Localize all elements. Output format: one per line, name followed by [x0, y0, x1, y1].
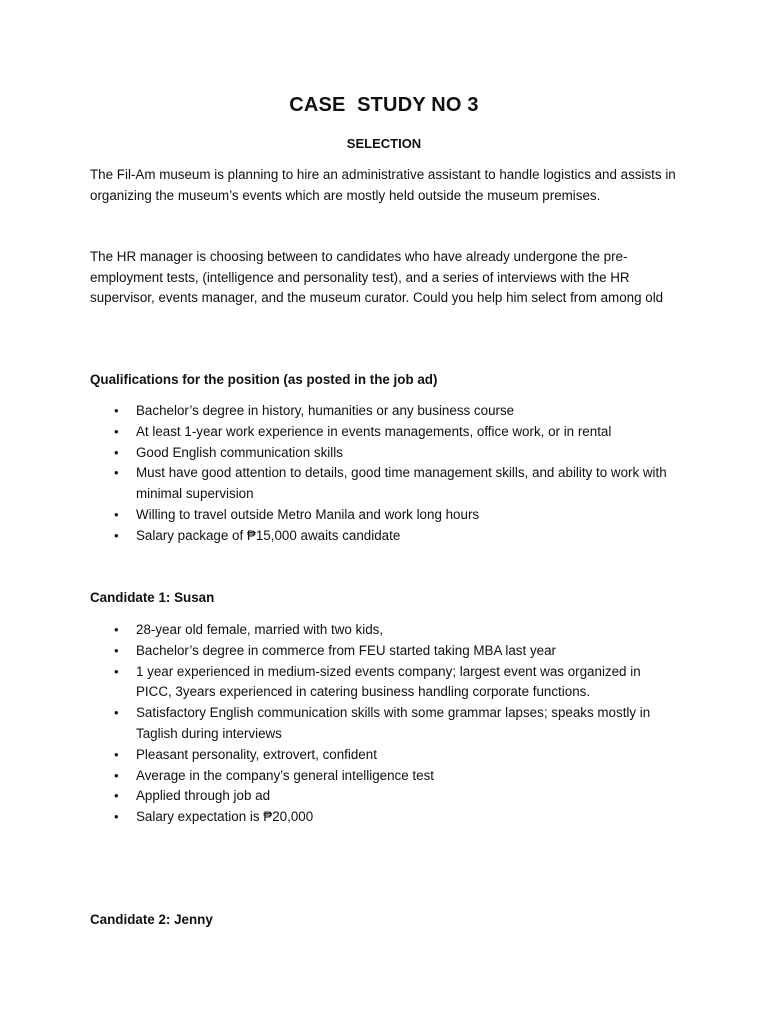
list-item-text: Salary expectation is ₱20,000 — [136, 809, 314, 825]
qualifications-heading: Qualifications for the position (as posted in the job ad) — [90, 372, 438, 387]
list-item-text: Satisfactory English communication skills with some grammar lapses; speaks mostly in Taglish during interviews — [136, 705, 651, 741]
list-item-text: 1 year experienced in medium-sized events company; largest event was organized in PICC, 3years experienced in catering business handling corporate functions. — [136, 663, 641, 700]
bullet-icon: • — [114, 444, 119, 460]
list-item — [90, 766, 680, 787]
bullet-icon: • — [114, 423, 119, 439]
list-item-text: Pleasant personality, extrovert, confident — [136, 746, 377, 762]
list-item — [90, 443, 680, 464]
bullet-icon: • — [114, 746, 119, 762]
list-item-text: Good English communication skills — [136, 444, 343, 460]
list-item — [90, 463, 680, 505]
list-item-text: At least 1-year work experience in events managements, office work, or in rental — [136, 423, 612, 439]
list-item-text: Must have good attention to details, good time management skills, and ability to work with minimal supervision — [136, 465, 667, 502]
bullet-icon: • — [114, 642, 119, 658]
list-item — [90, 807, 680, 828]
candidate2-heading: Candidate 2: Jenny — [90, 912, 213, 927]
intro-paragraph: The Fil-Am museum is planning to hire an administrative assistant to handle logistics and assists in organizing the museum’s events which are mostly held outside the museum premises. — [90, 167, 676, 203]
bullet-icon: • — [114, 705, 119, 721]
bullet-icon: • — [114, 809, 119, 825]
list-item-text: Bachelor’s degree in commerce from FEU started taking MBA last year — [136, 642, 556, 658]
list-item — [90, 526, 680, 547]
list-item — [90, 662, 680, 704]
list-item-text: Willing to travel outside Metro Manila and work long hours — [136, 506, 480, 522]
list-item — [90, 401, 680, 422]
list-item — [90, 786, 680, 807]
qualifications-list — [90, 401, 680, 547]
document-title: CASE STUDY NO 3 — [289, 94, 479, 116]
list-item-text: Average in the company’s general intelligence test — [136, 767, 435, 783]
bullet-icon: • — [114, 663, 119, 679]
list-item-text: Applied through job ad — [136, 788, 271, 804]
bullet-icon: • — [114, 788, 119, 804]
bullet-icon: • — [114, 767, 119, 783]
list-item-text: 28-year old female, married with two kids, — [136, 622, 384, 637]
candidate1-list — [90, 620, 680, 828]
bullet-icon: • — [114, 403, 119, 418]
list-item — [90, 620, 680, 641]
candidate1-heading: Candidate 1: Susan — [90, 590, 215, 605]
context-paragraph: The HR manager is choosing between to candidates who have already undergone the pre-employment tests, (intelligence and personality test), and a series of interviews with the HR supervisor, events manager, and the museum curator. Could you help him select from among old — [90, 249, 664, 305]
list-item — [90, 641, 680, 662]
bullet-icon: • — [114, 622, 119, 637]
list-item — [90, 422, 680, 443]
list-item — [90, 745, 680, 766]
bullet-icon: • — [114, 527, 119, 543]
bullet-icon: • — [114, 506, 119, 522]
list-item — [90, 505, 680, 526]
list-item — [90, 703, 680, 745]
list-item-text: Salary package of ₱15,000 awaits candidate — [136, 527, 401, 543]
document-subtitle: SELECTION — [346, 136, 422, 151]
bullet-icon: • — [114, 465, 119, 481]
list-item-text: Bachelor’s degree in history, humanities or any business course — [136, 403, 515, 418]
